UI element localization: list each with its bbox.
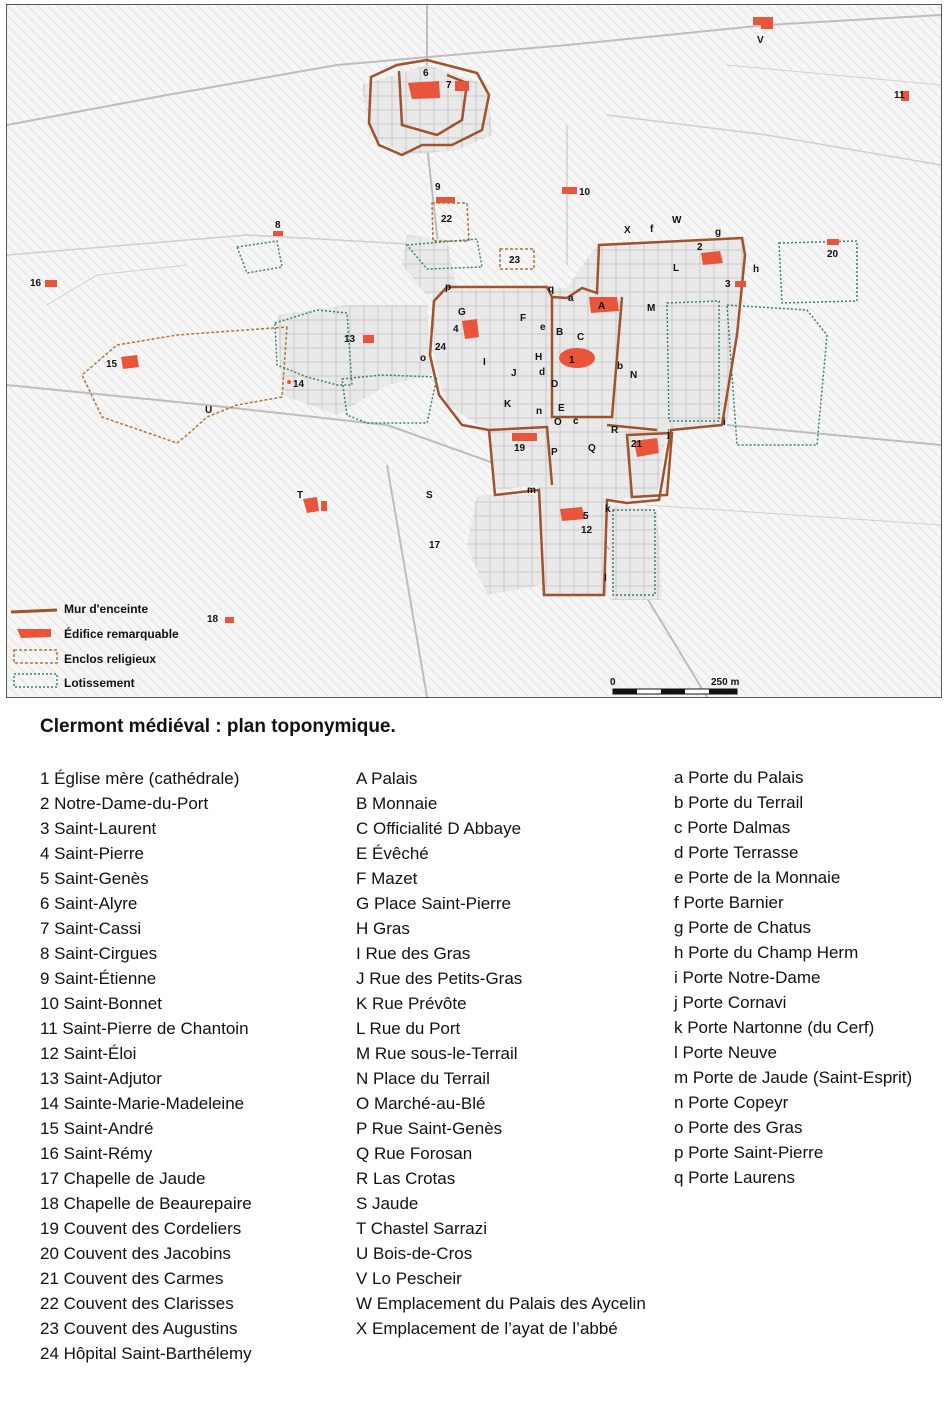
legend-item: B Monnaie xyxy=(356,794,438,813)
map-label-o: o xyxy=(420,353,427,364)
legend-item: X Emplacement de l’ayat de l’abbé xyxy=(356,1319,618,1338)
legend-item: 10 Saint-Bonnet xyxy=(40,994,162,1013)
legend-item: C Officialité D Abbaye xyxy=(356,819,522,838)
map-label-22: 22 xyxy=(441,214,453,225)
legend-item: k Porte Nartonne (du Cerf) xyxy=(674,1018,875,1037)
legend-item: E Évêché xyxy=(356,844,429,863)
legend-item: 13 Saint-Adjutor xyxy=(40,1069,162,1088)
map-label-g: g xyxy=(715,227,722,238)
map-caption: Clermont médiéval : plan toponymique. xyxy=(40,716,396,737)
legend-item: T Chastel Sarrazi xyxy=(356,1219,488,1238)
legend-item: p Porte Saint-Pierre xyxy=(674,1143,824,1162)
map-label-h: h xyxy=(753,264,760,275)
legend-lower-column xyxy=(674,765,912,1190)
legend-item: 22 Couvent des Clarisses xyxy=(40,1294,234,1313)
legend-item: U Bois-de-Cros xyxy=(356,1244,473,1263)
map-label-N: N xyxy=(630,370,638,381)
legend-item: q Porte Laurens xyxy=(674,1168,795,1187)
map-label-B: B xyxy=(556,327,564,338)
map-label-24: 24 xyxy=(435,342,447,353)
map-label-U: U xyxy=(205,405,213,416)
map-label-b: b xyxy=(617,361,624,372)
legend-item: 4 Saint-Pierre xyxy=(40,844,144,863)
legend-item: 14 Sainte-Marie-Madeleine xyxy=(40,1094,245,1113)
map-label-12: 12 xyxy=(581,525,593,536)
map-label-V: V xyxy=(757,35,764,46)
map-label-5: 5 xyxy=(583,511,589,522)
map-label-e: e xyxy=(540,322,546,333)
legend-item: 1 Église mère (cathédrale) xyxy=(40,769,240,788)
map-label-7: 7 xyxy=(446,80,452,91)
map-label-E: E xyxy=(558,403,565,414)
scale-start: 0 xyxy=(610,677,616,688)
map-label-21: 21 xyxy=(631,439,643,450)
legend-numbers-column xyxy=(40,766,252,1366)
map-label-23: 23 xyxy=(509,255,521,266)
map-label-a: a xyxy=(568,293,574,304)
legend-item: Q Rue Forosan xyxy=(356,1144,473,1163)
legend-item: 2 Notre-Dame-du-Port xyxy=(40,794,209,813)
map-label-13: 13 xyxy=(344,334,356,345)
map-label-K: K xyxy=(504,399,512,410)
legend-item: K Rue Prévôte xyxy=(356,994,467,1013)
legend-item: l Porte Neuve xyxy=(674,1043,777,1062)
legend-item: 12 Saint-Éloi xyxy=(40,1044,137,1063)
legend-item: 23 Couvent des Augustins xyxy=(40,1319,238,1338)
legend-item: A Palais xyxy=(356,769,418,788)
legend-item: i Porte Notre-Dame xyxy=(674,968,821,987)
legend-item: 9 Saint-Étienne xyxy=(40,969,157,988)
map-label-f: f xyxy=(650,224,654,235)
legend-item: V Lo Pescheir xyxy=(356,1269,462,1288)
legend-wall-swatch xyxy=(11,610,57,612)
legend-item: J Rue des Petits-Gras xyxy=(356,969,523,988)
map-label-I: I xyxy=(483,357,486,368)
legend-item: N Place du Terrail xyxy=(356,1069,490,1088)
legend-item: P Rue Saint-Genès xyxy=(356,1119,503,1138)
map-label-n: n xyxy=(536,406,543,417)
legend-item: 5 Saint-Genès xyxy=(40,869,149,888)
legend-item: F Mazet xyxy=(356,869,418,888)
legend-item: 3 Saint-Laurent xyxy=(40,819,157,838)
legend-item: 19 Couvent des Cordeliers xyxy=(40,1219,242,1238)
legend-item: 18 Chapelle de Beaurepaire xyxy=(40,1194,252,1213)
map-label-L: L xyxy=(673,263,680,274)
legend-item: m Porte de Jaude (Saint-Esprit) xyxy=(674,1068,913,1087)
map-label-P: P xyxy=(551,447,558,458)
map-label-19: 19 xyxy=(514,443,526,454)
map-label-3: 3 xyxy=(725,279,731,290)
legend-item: e Porte de la Monnaie xyxy=(674,868,841,887)
legend-item: M Rue sous-le-Terrail xyxy=(356,1044,518,1063)
map-label-11: 11 xyxy=(894,90,905,101)
map-label-14: 14 xyxy=(293,379,305,390)
legend-item: R Las Crotas xyxy=(356,1169,456,1188)
map-label-j: j xyxy=(667,429,670,440)
legend-item: W Emplacement du Palais des Aycelin xyxy=(356,1294,646,1313)
legend-building-label: Édifice remarquable xyxy=(64,627,179,641)
legend-item: 8 Saint-Cirgues xyxy=(40,944,158,963)
map-label-F: F xyxy=(520,313,527,324)
map-label-18: 18 xyxy=(207,614,219,625)
map-label-C: C xyxy=(577,332,585,343)
legend-item: H Gras xyxy=(356,919,410,938)
legend-item: c Porte Dalmas xyxy=(674,818,791,837)
map-label-2: 2 xyxy=(697,242,703,253)
scale-end: 250 m xyxy=(711,677,740,688)
map-label-R: R xyxy=(611,425,619,436)
map-label-4: 4 xyxy=(453,324,459,335)
map-label-J: J xyxy=(511,368,517,379)
legend-item: L Rue du Port xyxy=(356,1019,461,1038)
map-label-10: 10 xyxy=(579,187,591,198)
legend-item: h Porte du Champ Herm xyxy=(674,943,859,962)
map-label-m: m xyxy=(527,485,536,496)
legend-item: 21 Couvent des Carmes xyxy=(40,1269,224,1288)
map-label-M: M xyxy=(647,303,656,314)
legend-item: G Place Saint-Pierre xyxy=(356,894,511,913)
legend-item: g Porte de Chatus xyxy=(674,918,812,937)
map-label-8: 8 xyxy=(275,220,281,231)
map-label-Q: Q xyxy=(588,443,596,454)
map-label-16: 16 xyxy=(30,278,42,289)
legend-item: 15 Saint-André xyxy=(40,1119,154,1138)
map-label-9: 9 xyxy=(435,182,441,193)
legend-upper-column xyxy=(356,766,646,1341)
map-label-G: G xyxy=(458,307,466,318)
legend-item: I Rue des Gras xyxy=(356,944,471,963)
map-canvas xyxy=(7,5,941,697)
legend-religious-label: Enclos religieux xyxy=(64,652,157,666)
map-label-D: D xyxy=(551,379,559,390)
map-label-X: X xyxy=(624,225,631,236)
map-label-k: k xyxy=(605,504,611,515)
legend-item: n Porte Copeyr xyxy=(674,1093,789,1112)
legend-item: f Porte Barnier xyxy=(674,893,784,912)
map-label-c: c xyxy=(573,416,579,427)
legend-item: a Porte du Palais xyxy=(674,768,804,787)
map-label-17: 17 xyxy=(429,540,441,551)
map-label-T: T xyxy=(297,490,304,501)
legend-item: o Porte des Gras xyxy=(674,1118,803,1137)
map-label-15: 15 xyxy=(106,359,118,370)
map-label-H: H xyxy=(535,352,543,363)
map-label-W: W xyxy=(672,215,682,226)
legend-wall-label: Mur d'enceinte xyxy=(64,602,149,616)
legend-item: 24 Hôpital Saint-Barthélemy xyxy=(40,1344,252,1363)
map-label-20: 20 xyxy=(827,249,839,260)
map-panel xyxy=(6,4,942,698)
map-label-p: p xyxy=(445,282,452,293)
legend-building-swatch xyxy=(17,629,51,638)
legend-item: S Jaude xyxy=(356,1194,419,1213)
map-label-i: i xyxy=(723,417,726,428)
legend-item: 20 Couvent des Jacobins xyxy=(40,1244,231,1263)
map-label-S: S xyxy=(426,490,433,501)
map-label-6: 6 xyxy=(423,68,429,79)
map-label-O: O xyxy=(554,417,562,428)
map-label-1: 1 xyxy=(569,355,575,366)
legend-item: 7 Saint-Cassi xyxy=(40,919,142,938)
legend-item: b Porte du Terrail xyxy=(674,793,804,812)
legend-item: d Porte Terrasse xyxy=(674,843,799,862)
map-label-q: q xyxy=(548,284,555,295)
legend-item: 16 Saint-Rémy xyxy=(40,1144,153,1163)
legend-item: 11 Saint-Pierre de Chantoin xyxy=(40,1019,249,1038)
legend-item: j Porte Cornavi xyxy=(674,993,787,1012)
legend-item: 17 Chapelle de Jaude xyxy=(40,1169,206,1188)
map-label-A: A xyxy=(598,301,606,312)
legend-item: O Marché-au-Blé xyxy=(356,1094,486,1113)
map-label-l: l xyxy=(604,573,607,584)
legend-lot-label: Lotissement xyxy=(64,676,135,690)
map-label-d: d xyxy=(539,367,546,378)
legend-item: 6 Saint-Alyre xyxy=(40,894,138,913)
